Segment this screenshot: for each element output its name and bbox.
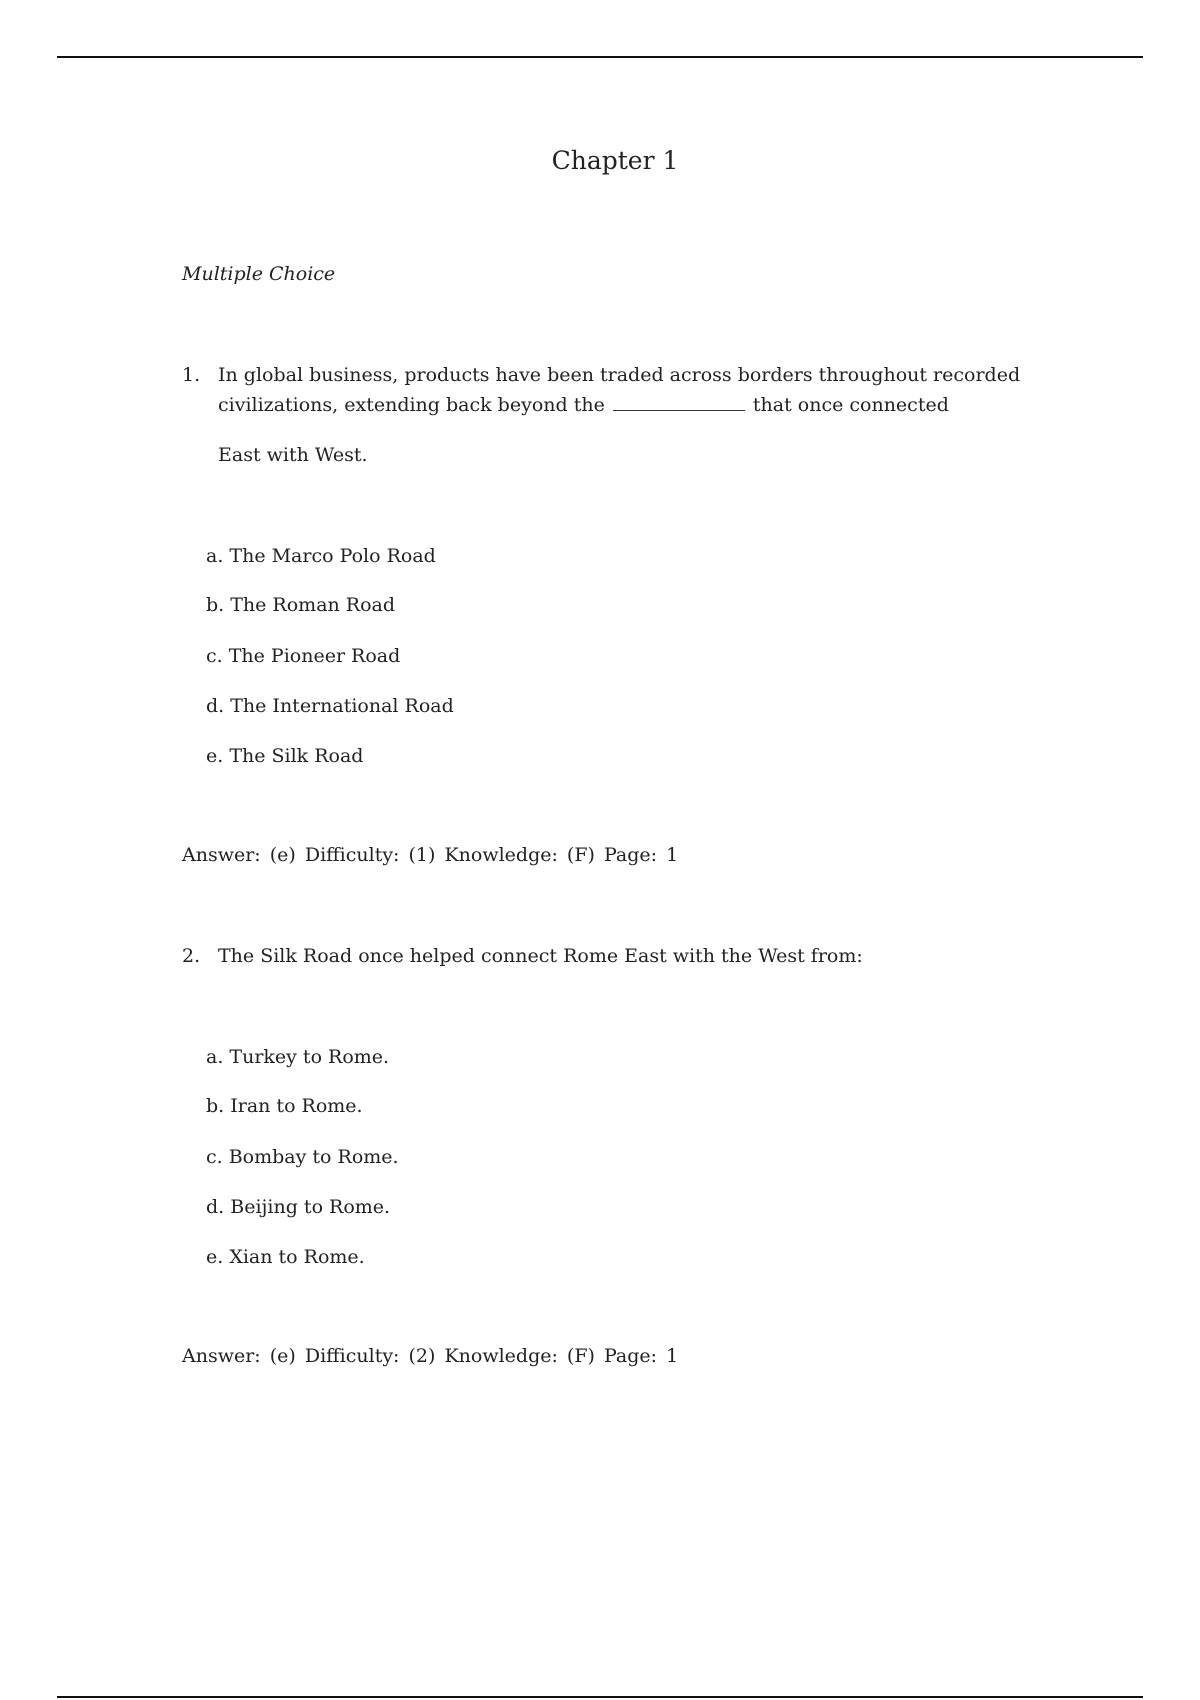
question-text-line-3: East with West.	[218, 444, 368, 466]
fill-in-blank	[613, 396, 745, 411]
answer-option: a. Turkey to Rome.	[206, 1046, 390, 1068]
question-number: 2.	[182, 945, 201, 967]
answer-option: e. Xian to Rome.	[206, 1246, 365, 1268]
answer-option: a. The Marco Polo Road	[206, 545, 436, 567]
question-text-line-1: In global business, products have been traded across borders throughout recorded	[218, 364, 1021, 386]
answer-line: Answer: (e) Difficulty: (1) Knowledge: (F) Page: 1	[182, 844, 679, 866]
question-number: 1.	[182, 364, 201, 386]
answer-option: c. The Pioneer Road	[206, 645, 401, 667]
question-text-before-blank: civilizations, extending back beyond the	[218, 394, 605, 416]
question-text-line-1: The Silk Road once helped connect Rome East with the West from:	[218, 945, 863, 967]
answer-option: c. Bombay to Rome.	[206, 1146, 399, 1168]
section-label: Multiple Choice	[182, 263, 336, 285]
page-title: Chapter 1	[551, 146, 679, 175]
top-rule	[57, 56, 1143, 58]
answer-option: e. The Silk Road	[206, 745, 364, 767]
answer-option: d. Beijing to Rome.	[206, 1196, 391, 1218]
question-text-line-2	[218, 390, 949, 420]
answer-option: d. The International Road	[206, 695, 454, 717]
bottom-rule	[57, 1696, 1143, 1698]
question-text-after-blank: that once connected	[752, 394, 949, 416]
answer-option: b. The Roman Road	[206, 594, 396, 616]
answer-line: Answer: (e) Difficulty: (2) Knowledge: (F) Page: 1	[182, 1345, 679, 1367]
answer-option: b. Iran to Rome.	[206, 1095, 363, 1117]
